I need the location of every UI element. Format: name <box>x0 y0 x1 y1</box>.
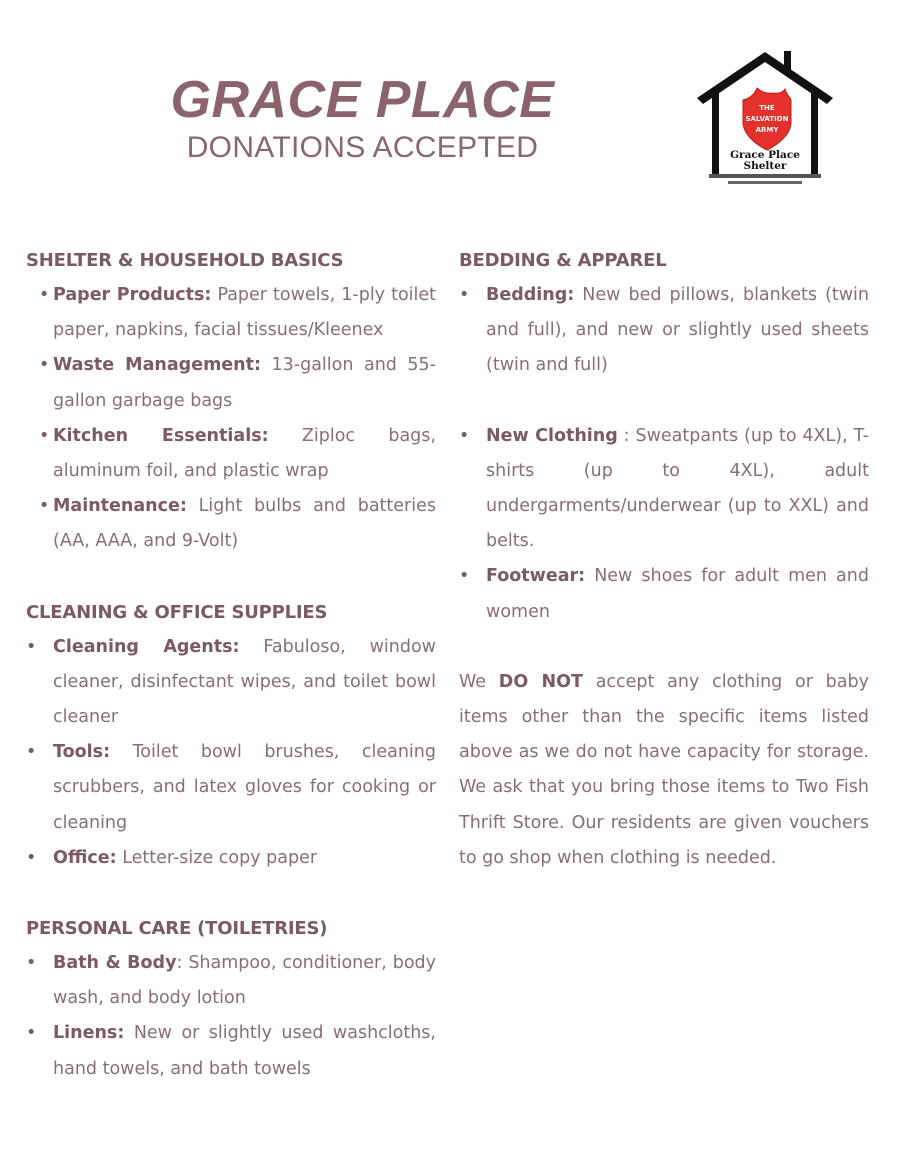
bullet-icon: • <box>26 847 37 868</box>
left-column <box>26 243 436 1087</box>
item-term: Bedding: <box>486 285 575 305</box>
item-term: Paper Products: <box>53 285 212 305</box>
item-term: Waste Management: <box>53 355 261 376</box>
item-term: Kitchen Essentials: <box>53 425 269 446</box>
bullet-icon: • <box>26 1023 37 1044</box>
list-item <box>26 630 436 736</box>
bullet-icon: • <box>39 355 50 376</box>
item-term: Tools: <box>53 742 111 763</box>
item-list <box>459 278 869 630</box>
section-heading: CLEANING & OFFICE SUPPLIES <box>26 601 328 623</box>
house-shield-logo <box>695 48 835 188</box>
list-item <box>26 1016 436 1086</box>
list-item <box>26 348 436 418</box>
item-term: Linens: <box>53 1023 125 1044</box>
item-text: Fabuloso, window cleaner, disinfectant wipes, and toilet bowl cleaner <box>53 636 436 728</box>
list-item <box>26 489 436 559</box>
item-text: Paper towels, 1-ply toilet paper, napkins, facial tissues/Kleenex <box>53 285 436 341</box>
item-term: Office: <box>53 847 117 868</box>
spacer <box>459 630 869 665</box>
item-text: Light bulbs and batteries (AA, AAA, and 9-Volt) <box>53 496 436 552</box>
section-cleaning-office <box>26 595 436 876</box>
item-text: New bed pillows, blankets (twin and full), and new or slightly used sheets (twin and full) <box>486 285 869 376</box>
notice-text: accept any clothing or baby items other than the specific items listed above as we do not have capacity for storage. We ask that you bring those items to Two Fish Thrift Store. Our residents are given vouchers to go shop when clothing is needed. <box>459 671 869 868</box>
page-title: GRACE PLACE <box>170 71 555 129</box>
list-item <box>26 419 436 489</box>
section-heading: PERSONAL CARE (TOILETRIES) <box>26 918 328 940</box>
item-list <box>26 630 436 876</box>
svg-text:SALVATION: SALVATION <box>745 115 789 123</box>
item-text: : Sweatpants (up to 4XL), T-shirts (up to 4XL), adult undergarments/underwear (up to XXL) and belts. <box>486 425 869 552</box>
bullet-icon: • <box>39 285 50 305</box>
logo-caption-line1: Grace Place <box>730 149 800 161</box>
svg-text:ARMY: ARMY <box>755 126 779 134</box>
donation-notice <box>459 665 869 876</box>
item-text: Toilet bowl brushes, cleaning scrubbers, and latex gloves for cooking or cleaning <box>53 742 436 833</box>
spacer <box>26 560 436 595</box>
item-text: 13-gallon and 55-gallon garbage bags <box>53 355 436 411</box>
notice-emphasis: DO NOT <box>498 671 583 692</box>
list-item <box>459 559 869 629</box>
item-term: Footwear: <box>486 566 586 587</box>
item-text: New or slightly used washcloths, hand towels, and bath towels <box>53 1023 436 1079</box>
item-text: Letter-size copy paper <box>122 847 318 868</box>
item-list <box>26 946 436 1087</box>
spacer <box>459 384 869 419</box>
section-heading: BEDDING & APPAREL <box>459 250 667 271</box>
list-item <box>26 735 436 841</box>
section-personal-care <box>26 911 436 1087</box>
bullet-icon: • <box>39 425 50 446</box>
spacer <box>26 876 436 911</box>
item-term: New Clothing <box>486 425 618 446</box>
svg-text:THE: THE <box>759 104 775 112</box>
list-item <box>26 946 436 1016</box>
bullet-icon: • <box>26 953 37 974</box>
list-item <box>26 841 436 876</box>
section-heading: SHELTER & HOUSEHOLD BASICS <box>26 250 344 271</box>
bullet-icon: • <box>39 496 50 517</box>
salvation-army-shield-icon <box>743 88 791 150</box>
logo-caption-line2: Shelter <box>743 160 787 172</box>
item-list <box>26 278 436 560</box>
section-shelter-household <box>26 243 436 560</box>
bullet-icon: • <box>459 285 470 305</box>
notice-prefix: We <box>459 671 487 692</box>
item-term: Bath & Body <box>53 953 177 974</box>
list-item <box>26 278 436 348</box>
bullet-icon: • <box>459 566 470 587</box>
bullet-icon: • <box>459 425 470 446</box>
bullet-icon: • <box>26 636 37 657</box>
list-item <box>459 278 869 384</box>
item-term: Maintenance: <box>53 496 187 517</box>
page-subtitle: DONATIONS ACCEPTED <box>186 131 539 164</box>
item-text: : Shampoo, conditioner, body wash, and body lotion <box>53 953 436 1009</box>
right-column <box>459 243 869 876</box>
bullet-icon: • <box>26 742 37 763</box>
section-bedding-apparel <box>459 243 869 630</box>
item-text: New shoes for adult men and women <box>486 566 869 622</box>
item-term: Cleaning Agents: <box>53 636 240 657</box>
list-item <box>459 419 869 560</box>
item-text: Ziploc bags, aluminum foil, and plastic wrap <box>53 425 436 482</box>
